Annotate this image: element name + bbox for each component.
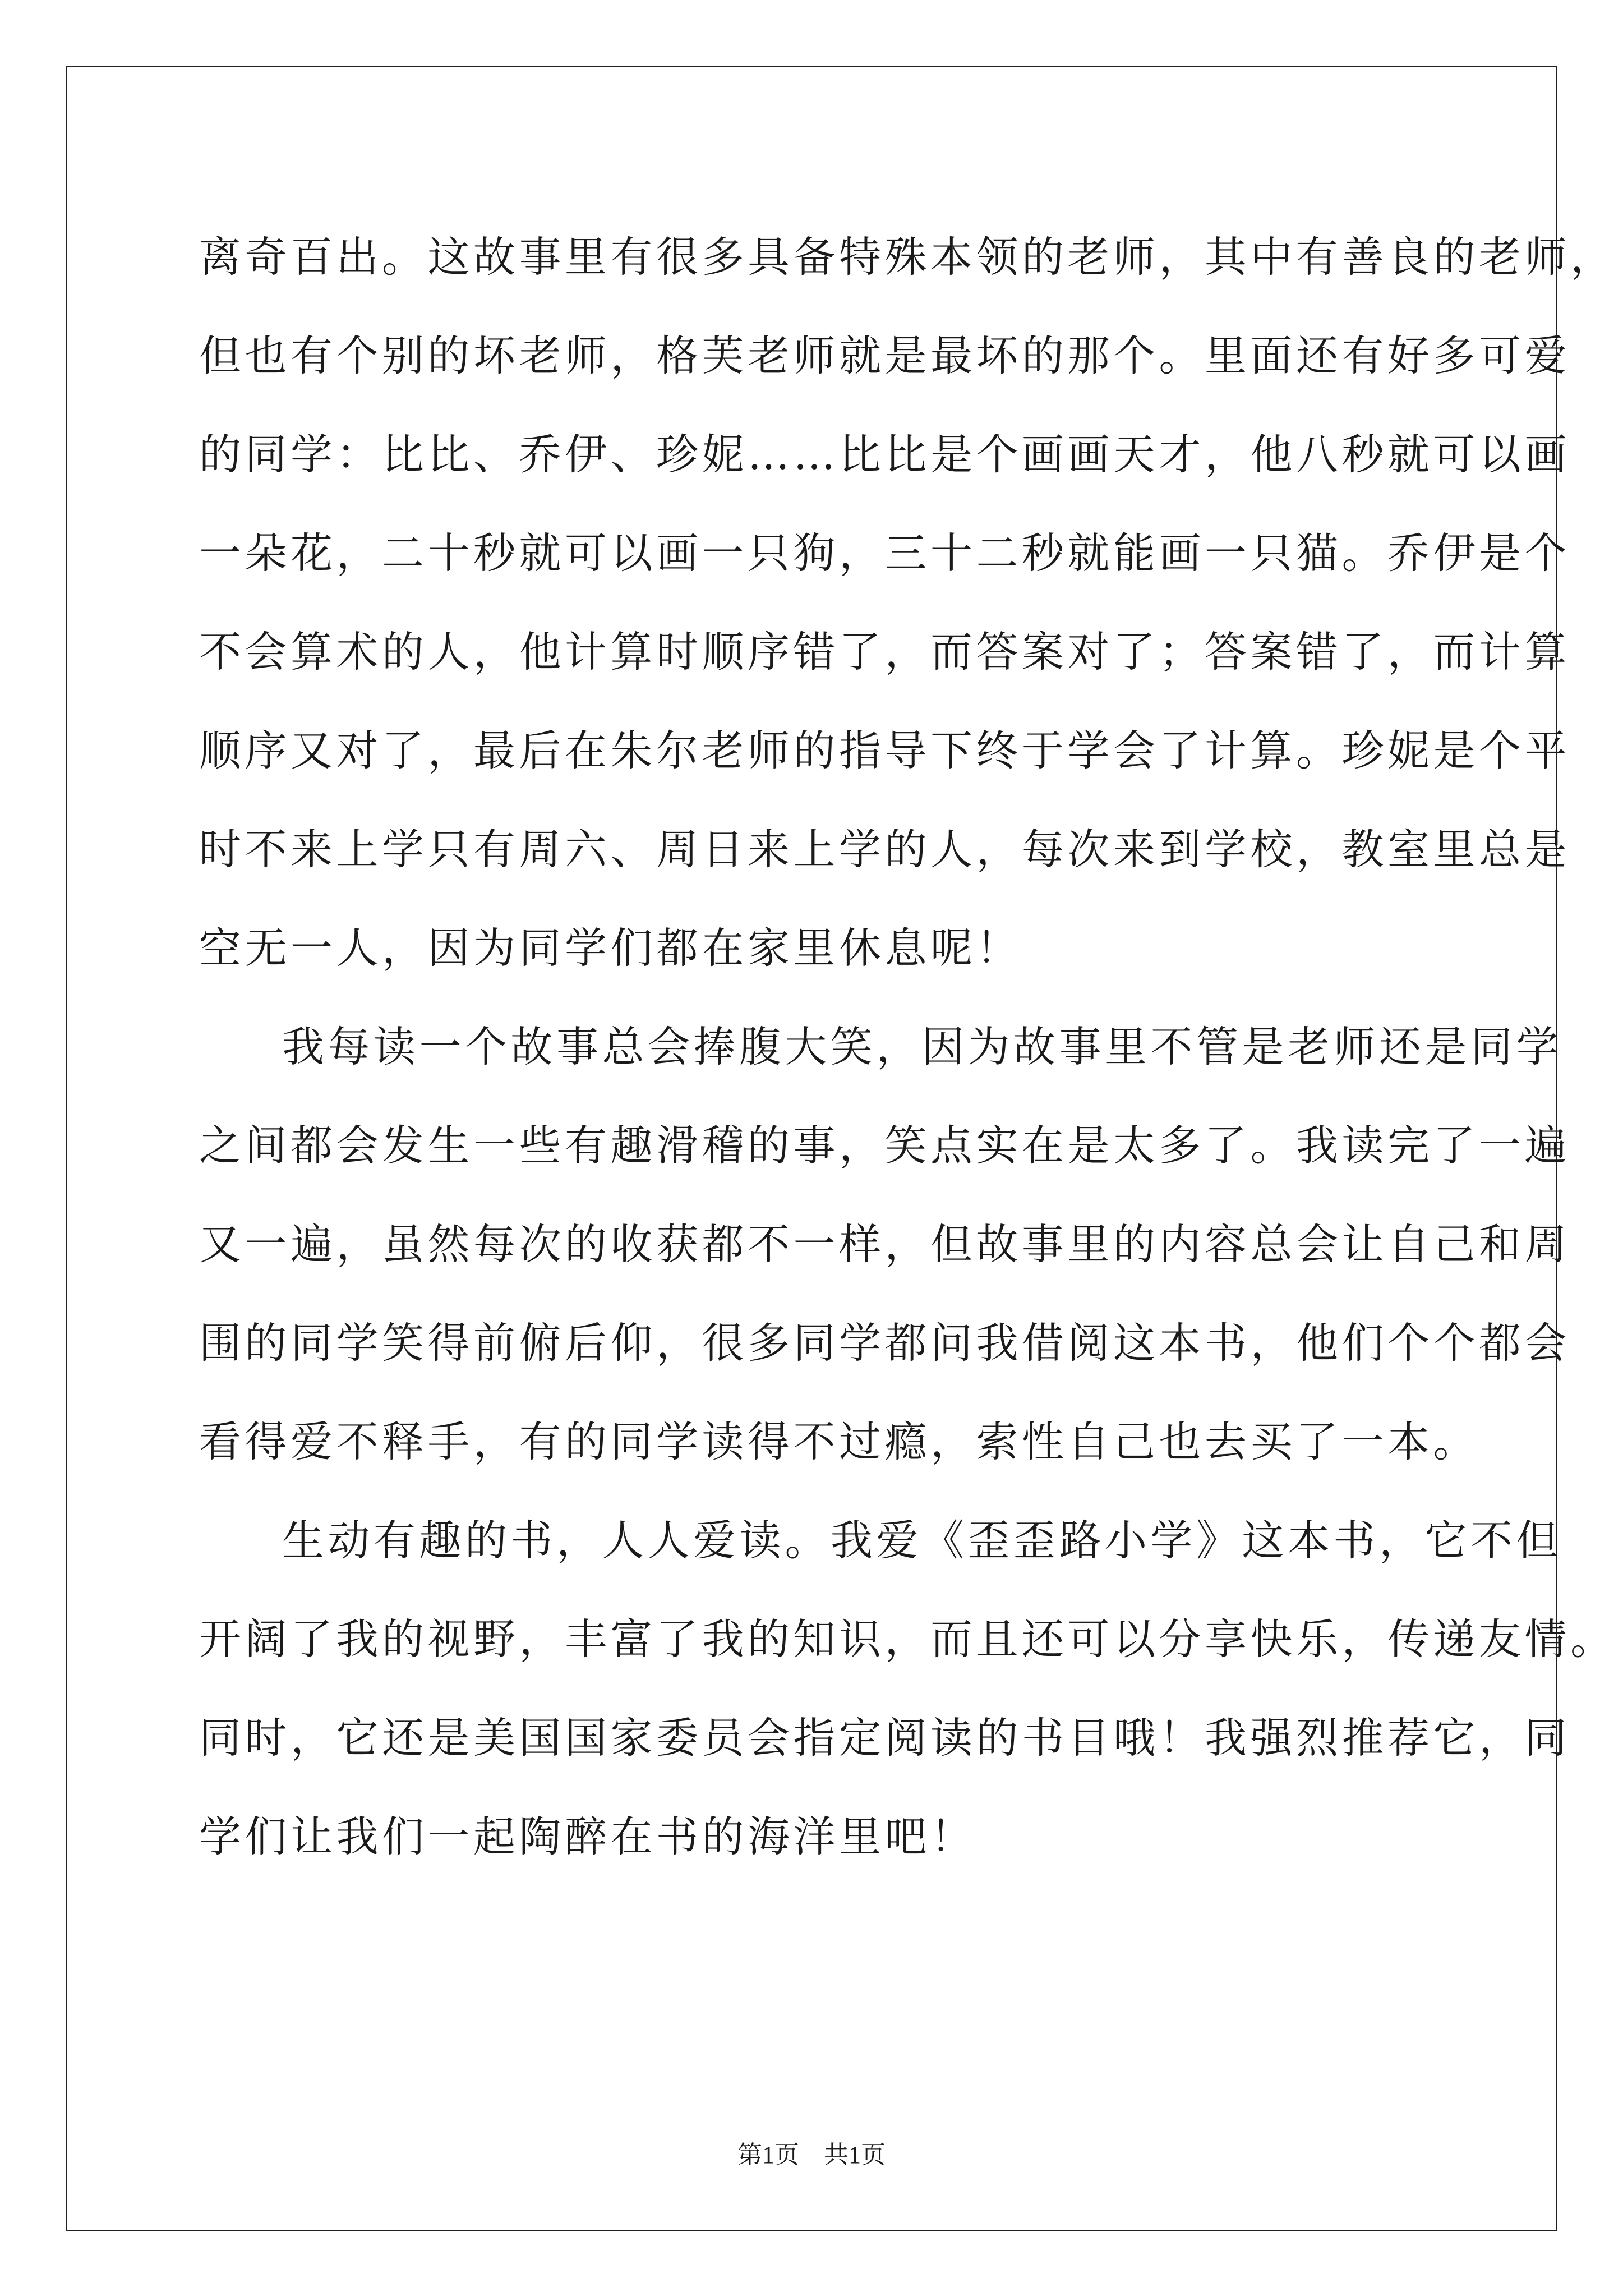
text-line: 又一遍，虽然每次的收获都不一样，但故事里的内容总会让自己和周 [199,1220,1571,1269]
text-line: 学们让我们一起陶醉在书的海洋里吧！ [199,1812,976,1861]
text-line: 顺序又对了，最后在朱尔老师的指导下终于学会了计算。珍妮是个平 [199,726,1571,775]
text-line: 不会算术的人，他计算时顺序错了，而答案对了；答案错了，而计算 [199,627,1571,677]
paragraph-start-line: 我每读一个故事总会捧腹大笑，因为故事里不管是老师还是同学 [282,1022,1562,1071]
text-line: 一朵花，二十秒就可以画一只狗，三十二秒就能画一只猫。乔伊是个 [199,528,1571,578]
text-line: 空无一人，因为同学们都在家里休息呢！ [199,923,1022,973]
page-footer [0,2138,1623,2172]
text-line: 看得爱不释手，有的同学读得不过瘾，索性自己也去买了一本。 [199,1417,1479,1466]
text-line: 开阔了我的视野，丰富了我的知识，而且还可以分享快乐，传递友情。 [199,1614,1616,1664]
text-line: 的同学：比比、乔伊、珍妮……比比是个画画天才，他八秒就可以画 [199,430,1571,479]
text-line: 但也有个别的坏老师，格芙老师就是最坏的那个。里面还有好多可爱 [199,331,1571,380]
text-line: 围的同学笑得前俯后仰，很多同学都问我借阅这本书，他们个个都会 [199,1318,1571,1368]
page-number-total: 共1页 [824,2141,886,2169]
paragraph-start-line: 生动有趣的书，人人爱读。我爱《歪歪路小学》这本书，它不但 [282,1516,1562,1565]
text-line: 同时，它还是美国国家委员会指定阅读的书目哦！我强烈推荐它，同 [199,1713,1571,1763]
text-line: 之间都会发生一些有趣滑稽的事，笑点实在是太多了。我读完了一遍 [199,1121,1571,1170]
text-line: 离奇百出。这故事里有很多具备特殊本领的老师，其中有善良的老师， [199,232,1616,282]
page-number-current: 第1页 [737,2141,799,2169]
document-body [199,208,1616,1886]
text-line: 时不来上学只有周六、周日来上学的人，每次来到学校，教室里总是 [199,825,1571,874]
